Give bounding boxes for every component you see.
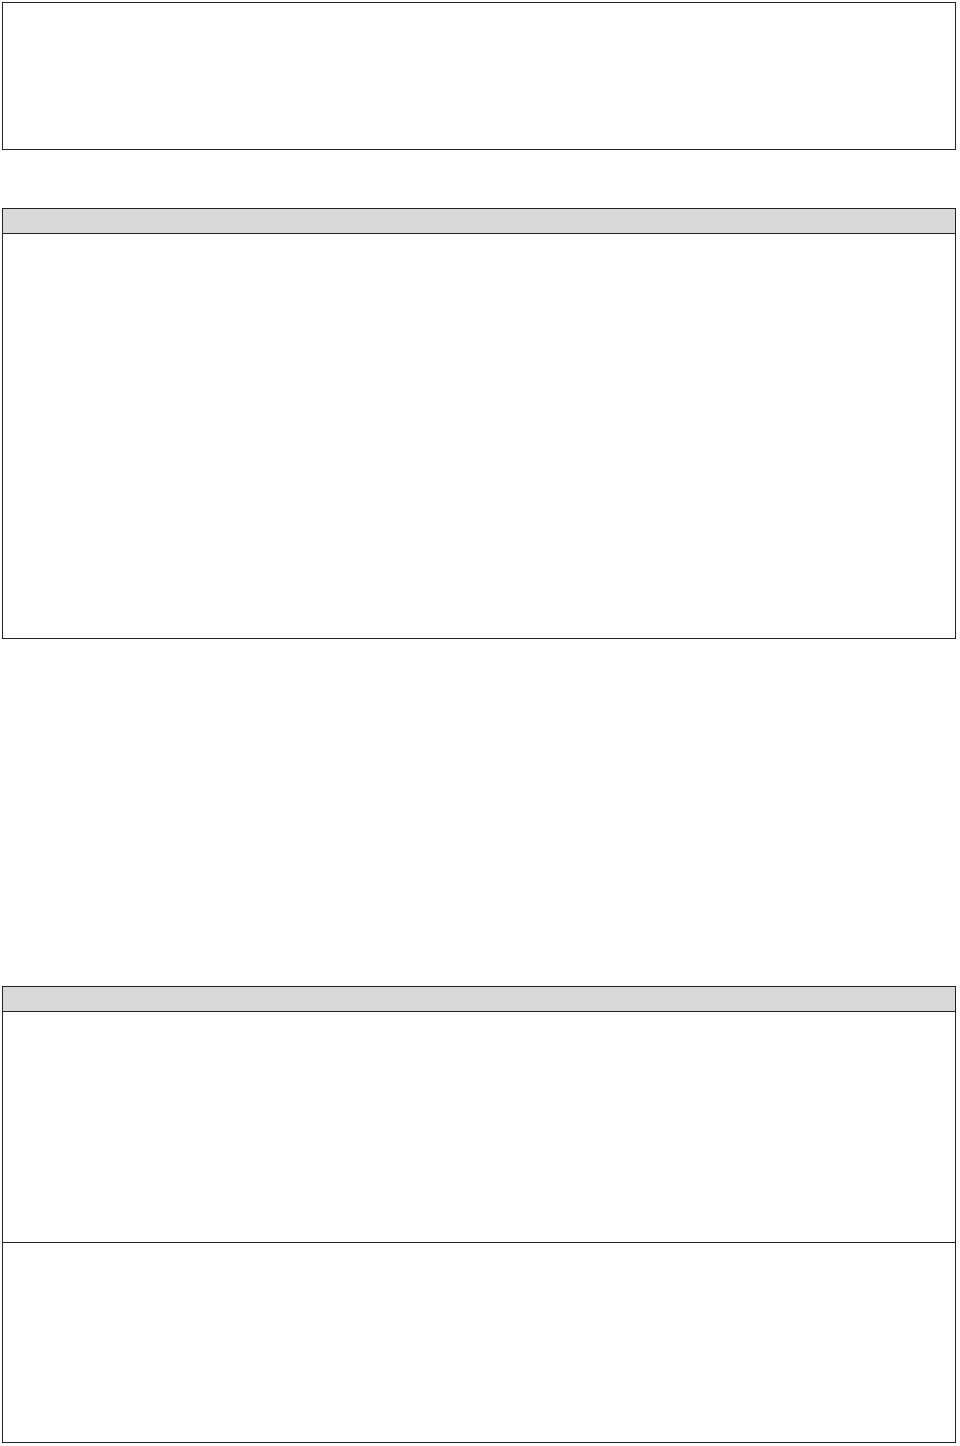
- section-3-bottom-box: [2, 1243, 956, 1443]
- top-list-box: [2, 2, 956, 150]
- section-3-heading: [2, 986, 956, 1012]
- section-2-heading: [2, 208, 956, 234]
- section-3-box: [2, 1011, 956, 1243]
- section-2-box: [2, 233, 956, 639]
